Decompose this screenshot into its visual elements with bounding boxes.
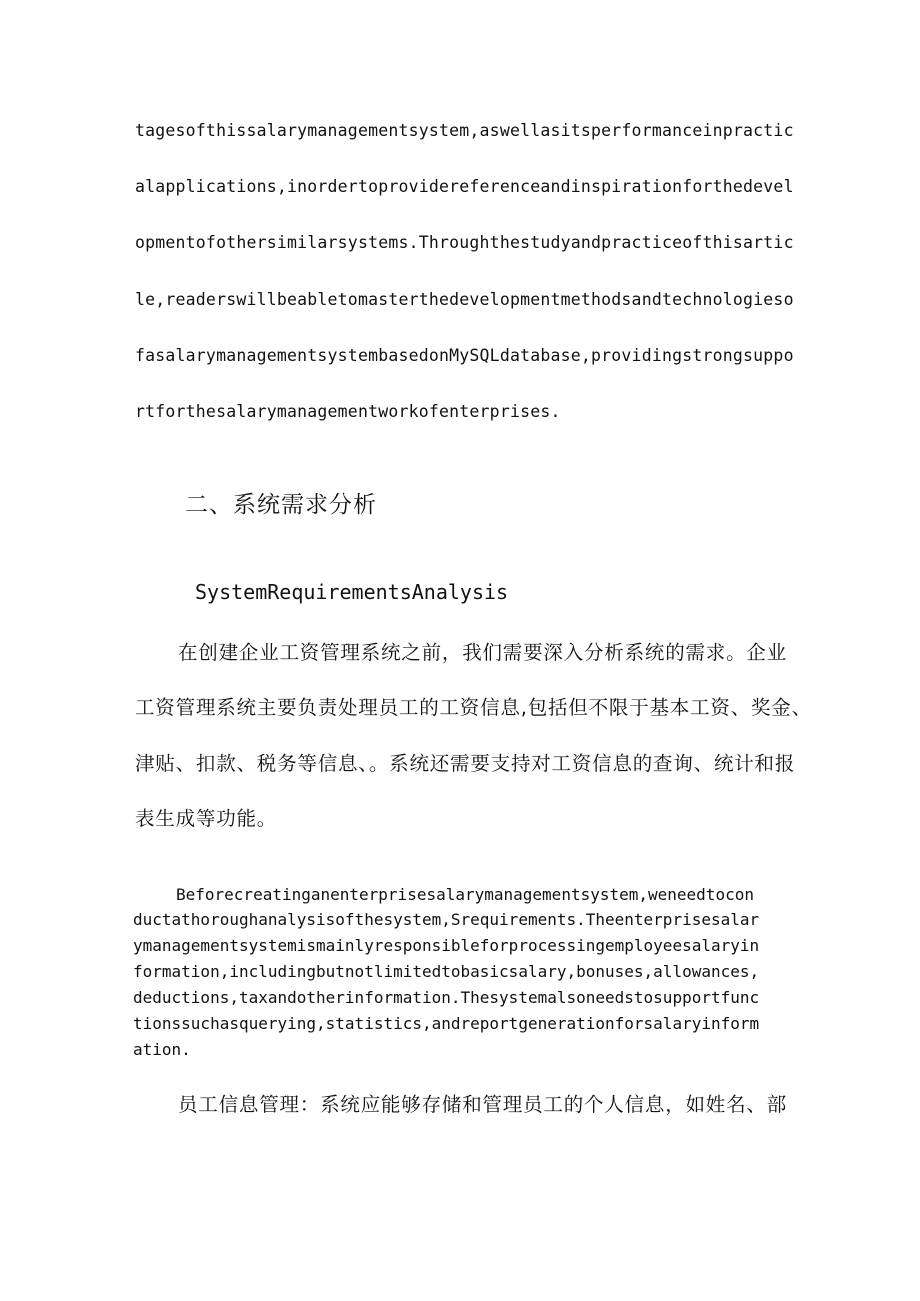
english-line-3: ymanagementsystemismainlyresponsibleforprocessingemployeesalaryin bbox=[133, 936, 760, 955]
intro-line-4: le,readerswillbeabletomasterthedevelopmentmethodsandtechnologieso bbox=[135, 290, 794, 309]
chinese-line-2: 工资管理系统主要负责处理员工的工资信息,包括但不限于基本工资、奖金、 bbox=[135, 696, 812, 719]
intro-line-5: fasalarymanagementsystembasedonMySQLdatabase,providingstrongsuppo bbox=[135, 346, 794, 365]
english-line-4: formation,includingbutnotlimitedtobasicsalary,bonuses,allowances, bbox=[133, 962, 760, 981]
chinese-line-1: 在创建企业工资管理系统之前，我们需要深入分析系统的需求。企业 bbox=[178, 641, 788, 664]
intro-line-2: alapplications,inordertoprovidereferenceandinspirationforthedevel bbox=[135, 177, 794, 196]
chinese-line-3: 津贴、扣款、税务等信息、。系统还需要支持对工资信息的查询、统计和报 bbox=[135, 752, 796, 775]
final-paragraph-line: 员工信息管理：系统应能够存储和管理员工的个人信息，如姓名、部 bbox=[178, 1093, 788, 1116]
section-heading: 二、系统需求分析 bbox=[185, 492, 377, 518]
english-line-2: ductathoroughanalysisofthesystem,Srequirements.Theenterprisesalar bbox=[133, 910, 760, 929]
section-subheading: SystemRequirementsAnalysis bbox=[195, 580, 509, 604]
english-line-1: Beforecreatinganenterprisesalarymanagementsystem,weneedtocon bbox=[176, 885, 754, 904]
intro-line-1: tagesofthissalarymanagementsystem,aswellasitsperformanceinpractic bbox=[135, 121, 794, 140]
english-line-7: ation. bbox=[133, 1040, 191, 1059]
intro-line-3: opmentofothersimilarsystems.Throughthestudyandpracticeofthisartic bbox=[135, 233, 794, 252]
chinese-line-4: 表生成等功能。 bbox=[135, 807, 278, 830]
english-line-6: tionssuchasquerying,statistics,andreportgenerationforsalaryinform bbox=[133, 1014, 760, 1033]
english-line-5: deductions,taxandotherinformation.Thesystemalsoneedstosupportfunc bbox=[133, 988, 760, 1007]
intro-line-6: rtforthesalarymanagementworkofenterprises. bbox=[135, 402, 561, 421]
